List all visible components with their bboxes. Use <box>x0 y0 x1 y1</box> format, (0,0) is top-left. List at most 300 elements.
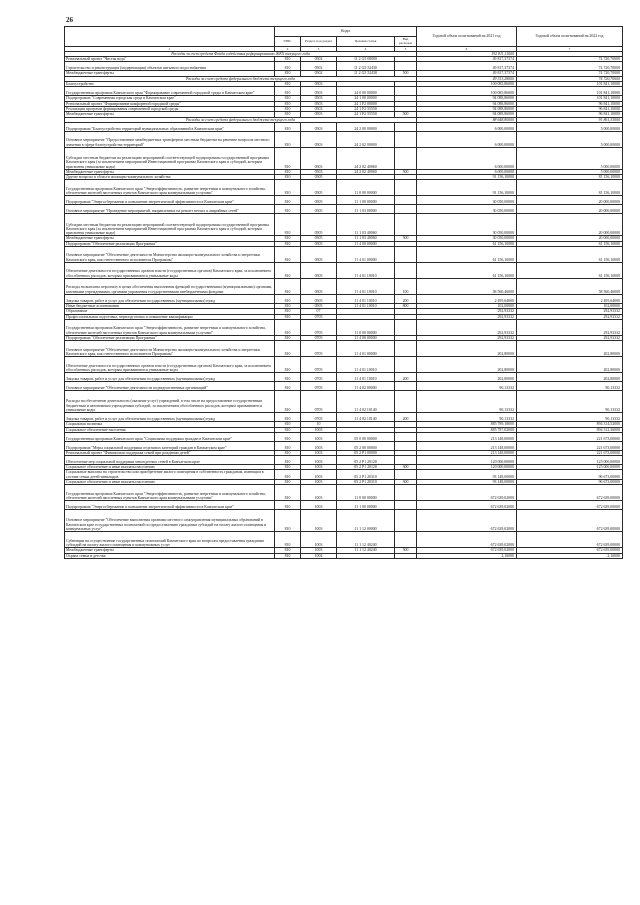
section-code: 1003 <box>301 427 337 432</box>
section-code: 0505 <box>301 175 337 180</box>
target-code: 11 1 00 00000 <box>337 196 395 205</box>
row-name: Социальные выплаты на строительство или приобретение жилого помещения в собственность гражданам, имеющим в составе семьи детей-инвалидов <box>65 470 275 480</box>
row-name: Субвенции на осуществление государственных полномочий Камчатского края по вопросам предоставления гражданам субсидий на оплату жилого помещения и коммунальных услуг <box>65 532 275 548</box>
section-code: 0705 <box>301 314 337 319</box>
table-row <box>65 470 623 480</box>
amount-2021: 192 811,11000 <box>417 51 517 56</box>
target-code: 24 1 F2 55550 <box>337 112 395 117</box>
target-code: 05 2 P1 20120 <box>337 465 395 470</box>
grbs-code: 810 <box>275 112 301 117</box>
amount-2022: 5 000,00000 <box>517 169 623 174</box>
section-code: 0505 <box>301 279 337 295</box>
amount-2022: 81 156,10000 <box>517 175 623 180</box>
amount-2022: 292,93332 <box>517 314 623 319</box>
row-name: Образование <box>65 309 275 314</box>
section-code: 0505 <box>301 263 337 279</box>
grbs-code: 810 <box>275 205 301 214</box>
expense-type-code <box>395 501 417 510</box>
amount-2021: 213 148,00000 <box>417 432 517 441</box>
amount-2021: 88 648,80000 <box>417 117 517 122</box>
expense-type-code <box>395 247 417 263</box>
amount-2022: 20 000,00000 <box>517 236 623 241</box>
table-body <box>65 51 623 558</box>
grbs-code: 810 <box>275 501 301 510</box>
expense-type-code: 200 <box>395 373 417 382</box>
grbs-code: 810 <box>275 432 301 441</box>
section-code: 10 <box>301 422 337 427</box>
row-name: Субсидии местным бюджетам на реализацию мероприятий соответствующей подпрограммы государственной программы Камчатского края (за исключением мероприятий Инвестиционной программы Камчатского края и субсидий, которым присвоены уникальные коды) <box>65 214 275 236</box>
section-code: 0503 <box>301 169 337 174</box>
row-name: Субсидии местным бюджетам на реализацию мероприятий соответствующей подпрограммы государственной программы Камчатского края (за исключением мероприятий Инвестиционной программы Камчатского края и субсидий, которым присвоены уникальные коды) <box>65 147 275 169</box>
amount-2022: 74 720,70000 <box>517 62 623 71</box>
amount-2022: 672 639,00000 <box>517 501 623 510</box>
grbs-code: 810 <box>275 214 301 236</box>
row-name: Обеспечение деятельности государственных органов власти (государственных органов) Камчатского края, за исключением обособленных расходов, которым присваиваются уникальные коды <box>65 263 275 279</box>
amount-2021: 213 148,00000 <box>417 450 517 455</box>
target-code: 11 4 01 00000 <box>337 247 395 263</box>
row-name: Благоустройство <box>65 82 275 87</box>
target-code: 11 0 00 00000 <box>337 180 395 196</box>
col-index: 7 <box>517 46 623 51</box>
expense-type-code <box>395 62 417 71</box>
amount-2022: 672 639,00000 <box>517 510 623 532</box>
expense-type-code: 200 <box>395 295 417 304</box>
amount-2022: 90,13332 <box>517 391 623 413</box>
grbs-code: 810 <box>275 180 301 196</box>
table-row <box>65 295 623 304</box>
amount-2021: 94 088,86000 <box>417 96 517 101</box>
expense-type-code <box>395 196 417 205</box>
table-row <box>65 279 623 295</box>
target-code: 24 2 02 40060 <box>337 147 395 169</box>
amount-2022: 202,80000 <box>517 373 623 382</box>
amount-2021: 58 560,46000 <box>417 279 517 295</box>
table-row <box>65 62 623 71</box>
amount-2021: 672 639,02000 <box>417 548 517 553</box>
target-code: 11 0 00 00000 <box>337 319 395 335</box>
amount-2021: 2,16000 <box>417 553 517 558</box>
section-code: 0505 <box>301 180 337 196</box>
row-name: Региональный проект "Финансовая поддержка семей при рождении детей" <box>65 450 275 455</box>
amount-2021: 672 639,02000 <box>417 485 517 501</box>
amount-2021: 30 050,00000 <box>417 214 517 236</box>
section-code: 0705 <box>301 335 337 340</box>
section-code: 1003 <box>301 501 337 510</box>
amount-2022: 5 000,00000 <box>517 147 623 169</box>
row-name: Государственная программа Камчатского края "Энергоэффективность, развитие энергетики и коммунального хозяйства, обеспечение жителей населенных пунктов Камчатского края коммунальными услугами" <box>65 319 275 335</box>
table-row <box>65 87 623 96</box>
amount-2022: 96 673,00000 <box>517 470 623 480</box>
target-code: 11 2 G5 00000 <box>337 57 395 62</box>
grbs-code: 810 <box>275 391 301 413</box>
row-name: Подпрограмма "Современная городская среда в Камчатском крае" <box>65 96 275 101</box>
grbs-code: 810 <box>275 553 301 558</box>
section-code: 0503 <box>301 101 337 106</box>
amount-2021: 30 050,00000 <box>417 236 517 241</box>
grbs-code: 810 <box>275 357 301 373</box>
expense-type-code: 500 <box>395 71 417 76</box>
amount-2021: 30 050,00000 <box>417 205 517 214</box>
expense-type-code <box>395 441 417 450</box>
section-code: 1003 <box>301 485 337 501</box>
grbs-code: 810 <box>275 62 301 71</box>
amount-2021: 885 787,02000 <box>417 427 517 432</box>
grbs-code: 810 <box>275 382 301 391</box>
row-name: Межбюджетные трансферты <box>65 169 275 174</box>
row-name: Региональный проект "Чистая вода" <box>65 57 275 62</box>
amount-2021: 91 156,10000 <box>417 175 517 180</box>
grbs-code: 810 <box>275 106 301 111</box>
table-row <box>65 382 623 391</box>
amount-2021: 61 156,10000 <box>417 247 517 263</box>
section-code: 1003 <box>301 480 337 485</box>
target-code: 24 1 F2 00000 <box>337 101 395 106</box>
amount-2021: 6 000,00000 <box>417 147 517 169</box>
expense-type-code <box>395 263 417 279</box>
amount-2022: 61 156,10000 <box>517 241 623 246</box>
amount-2022: 58 560,46000 <box>517 279 623 295</box>
grbs-code: 810 <box>275 101 301 106</box>
amount-2022: 5 000,00000 <box>517 122 623 131</box>
amount-2021: 292,93332 <box>417 319 517 335</box>
grbs-code: 810 <box>275 532 301 548</box>
amount-2022: 672 639,00000 <box>517 532 623 548</box>
section-code: 07 <box>301 309 337 314</box>
section-code: 0705 <box>301 373 337 382</box>
row-name: Реализация программ формирования современной городской среды <box>65 106 275 111</box>
table-row <box>65 373 623 382</box>
section-note: Расходы за счет средств Фонда содействия реформированию ЖКХ текущего года <box>65 51 417 56</box>
grbs-code: 810 <box>275 480 301 485</box>
expense-type-code: 300 <box>395 465 417 470</box>
grbs-code: 810 <box>275 71 301 76</box>
grbs-code: 810 <box>275 147 301 169</box>
section-code: 0503 <box>301 106 337 111</box>
amount-2022: 101 841,10000 <box>517 87 623 96</box>
table-row <box>65 180 623 196</box>
row-name: Обеспечение деятельности государственных органов власти (государственных органов) Камчатского края, за исключением обособленных расходов, которым присваиваются уникальные коды <box>65 357 275 373</box>
expense-type-code: 300 <box>395 480 417 485</box>
row-name: Подпрограмма "Энергосбережение и повышение энергетической эффективности в Камчатском крае" <box>65 501 275 510</box>
row-name: Основное мероприятие "Предоставление межбюджетных трансфертов местным бюджетам на решение вопросов местного значения в сфере благоустройства территорий" <box>65 131 275 147</box>
target-code: 11 2 G5 52430 <box>337 62 395 71</box>
target-code: 11 1 12 00000 <box>337 510 395 532</box>
col-index: 3 <box>301 46 337 51</box>
grbs-code: 810 <box>275 427 301 432</box>
row-name: Профессиональная подготовка, переподготовка и повышение квалификации <box>65 314 275 319</box>
amount-2022: 292,93332 <box>517 319 623 335</box>
amount-2022: 91 861,33000 <box>517 117 623 122</box>
table-row <box>65 196 623 205</box>
amount-2022: 5 000,00000 <box>517 131 623 147</box>
row-name: Подпрограмма "Энергосбережение и повышение энергетической эффективности в Камчатском крае" <box>65 196 275 205</box>
amount-2021: 202,80000 <box>417 373 517 382</box>
amount-2022: 96 841,10000 <box>517 101 623 106</box>
amount-2022: 894 312,36000 <box>517 427 623 432</box>
amount-2022: 61 156,10000 <box>517 247 623 263</box>
row-name: Иные бюджетные ассигнования <box>65 304 275 309</box>
row-name: Основное мероприятие "Обеспечение выполнения органами местного самоуправления муниципальных образований в Камчатском крае государственных полномочий по предоставлению гражданам субсидий на оплату жилого помещения и коммунальных услуг" <box>65 510 275 532</box>
amount-2021: 213 148,00000 <box>417 441 517 450</box>
expense-type-code <box>395 180 417 196</box>
amount-2021: 6 000,00000 <box>417 122 517 131</box>
header-codes: Коды <box>275 27 417 37</box>
expense-type-code <box>395 510 417 532</box>
amount-2022: 90,13332 <box>517 413 623 422</box>
grbs-code: 810 <box>275 196 301 205</box>
col-index: 2 <box>275 46 301 51</box>
expense-type-code <box>395 485 417 501</box>
amount-2022: 125 000,00000 <box>517 456 623 465</box>
amount-2021: 90,13332 <box>417 391 517 413</box>
section-code: 0705 <box>301 319 337 335</box>
expense-type-code <box>395 456 417 465</box>
header-vr: Вид расходов <box>395 37 417 47</box>
table-row <box>65 510 623 532</box>
amount-2022: 292,93332 <box>517 309 623 314</box>
expense-type-code <box>395 122 417 131</box>
table-row <box>65 214 623 236</box>
grbs-code: 810 <box>275 175 301 180</box>
row-name: Социальная политика <box>65 422 275 427</box>
amount-2022: 20 000,00000 <box>517 205 623 214</box>
section-code: 0502 <box>301 62 337 71</box>
amount-2022: 81 156,10000 <box>517 180 623 196</box>
target-code: 11 4 01 10010 <box>337 263 395 279</box>
section-code: 0505 <box>301 236 337 241</box>
expense-type-code <box>395 432 417 441</box>
grbs-code: 810 <box>275 131 301 147</box>
target-code: 11 1 03 00000 <box>337 205 395 214</box>
section-code: 1003 <box>301 510 337 532</box>
section-code: 0705 <box>301 391 337 413</box>
section-code: 1003 <box>301 456 337 465</box>
header-2022: Годовой объем ассигнований на 2022 год <box>517 27 623 47</box>
amount-2022: 202,80000 <box>517 357 623 373</box>
amount-2022: 20 000,00000 <box>517 196 623 205</box>
amount-2021: 61 156,10000 <box>417 263 517 279</box>
table-row <box>65 413 623 422</box>
target-code: 11 4 01 10010 <box>337 357 395 373</box>
row-name: Подпрограмма "Благоустройство территорий муниципальных образований в Камчатском крае" <box>65 122 275 131</box>
table-row <box>65 357 623 373</box>
amount-2021: 49 817,37374 <box>417 62 517 71</box>
amount-2021: 885 789,18000 <box>417 422 517 427</box>
grbs-code: 810 <box>275 373 301 382</box>
amount-2021: 672 639,02000 <box>417 510 517 532</box>
grbs-code: 810 <box>275 441 301 450</box>
section-code: 0505 <box>301 205 337 214</box>
table-row <box>65 432 623 441</box>
col-index: 1 <box>65 46 275 51</box>
amount-2022: 2,16000 <box>517 553 623 558</box>
amount-2022: 101 841,10000 <box>517 96 623 101</box>
amount-2021: 100 085,86000 <box>417 87 517 96</box>
amount-2021: 61 156,10000 <box>417 241 517 246</box>
table-row <box>65 441 623 450</box>
section-code: 0705 <box>301 357 337 373</box>
row-name: Государственная программа Камчатского края "Энергоэффективность, развитие энергетики и коммунального хозяйства, обеспечение жителей населенных пунктов Камчатского края коммунальными услугами" <box>65 180 275 196</box>
table-row <box>65 147 623 169</box>
expense-type-code: 500 <box>395 112 417 117</box>
target-code: 11 4 02 00000 <box>337 382 395 391</box>
row-name: Социальное обеспечение населения <box>65 427 275 432</box>
row-name: Закупка товаров, работ и услуг для обеспечения государственных (муниципальных) нужд <box>65 373 275 382</box>
section-code: 0503 <box>301 131 337 147</box>
header-name <box>65 27 275 47</box>
row-name: Основное мероприятие "Обеспечение деятельности Министерства жилищно-коммунального хозяйства и энергетики Камчатского края, как ответственного исполнителя Программы" <box>65 341 275 357</box>
amount-2021: 100 085,86000 <box>417 82 517 87</box>
amount-2021: 30 050,00000 <box>417 196 517 205</box>
row-name: Социальное обеспечение и иные выплаты населению <box>65 480 275 485</box>
amount-2021: 94 088,86000 <box>417 112 517 117</box>
amount-2021: 90,13332 <box>417 382 517 391</box>
amount-2022: 20 000,00000 <box>517 214 623 236</box>
section-code: 1003 <box>301 470 337 480</box>
amount-2021: 202,80000 <box>417 341 517 357</box>
row-name: Строительство и реконструкция (модернизация) объектов питьевого водоснабжения <box>65 62 275 71</box>
target-code: 11 4 02 10140 <box>337 413 395 422</box>
amount-2021: 120 000,00000 <box>417 465 517 470</box>
expense-type-code <box>395 532 417 548</box>
row-name: Межбюджетные трансферты <box>65 112 275 117</box>
section-code: 0705 <box>301 341 337 357</box>
amount-2022: 74 720,70000 <box>517 71 623 76</box>
row-name: Расходы на обеспечение деятельности (оказание услуг) учреждений, в том числе на предоставление государственным бюджетным и автономным учреждениям субсидий, за исключением обособленных расходов, которым присваиваются уникальные коды <box>65 391 275 413</box>
expense-type-code <box>395 357 417 373</box>
grbs-code: 810 <box>275 470 301 480</box>
target-code: 11 4 01 10010 <box>337 373 395 382</box>
row-name: Социальное обеспечение и иные выплаты населению <box>65 465 275 470</box>
grbs-code: 810 <box>275 465 301 470</box>
header-row-top <box>65 27 623 37</box>
header-section: Раздел, под-раздел <box>301 37 337 47</box>
table-row <box>65 122 623 131</box>
expense-type-code <box>395 319 417 335</box>
amount-2021: 49 313,28000 <box>417 76 517 81</box>
table-row <box>65 391 623 413</box>
table-row <box>65 131 623 147</box>
col-index: 6 <box>417 46 517 51</box>
row-name: Подпрограмма "Меры социальной поддержки отдельных категорий граждан в Камчатском крае" <box>65 441 275 450</box>
target-code <box>337 553 395 558</box>
section-code: 0503 <box>301 112 337 117</box>
target-code: 11 1 03 40060 <box>337 236 395 241</box>
expense-type-code: 800 <box>395 304 417 309</box>
section-code: 0503 <box>301 87 337 96</box>
amount-2022: 894 314,52000 <box>517 422 623 427</box>
row-name: Региональный проект "Формирование комфортной городской среды" <box>65 101 275 106</box>
target-code: 24 2 02 40060 <box>337 169 395 174</box>
grbs-code: 810 <box>275 456 301 465</box>
target-code: 11 1 03 40060 <box>337 214 395 236</box>
grbs-code: 810 <box>275 263 301 279</box>
row-name: Подпрограмма "Обеспечение реализации Программы" <box>65 241 275 246</box>
row-name: Закупка товаров, работ и услуг для обеспечения государственных (муниципальных) нужд <box>65 413 275 422</box>
amount-2021: 91 156,10000 <box>417 180 517 196</box>
amount-2021: 672 639,02000 <box>417 501 517 510</box>
amount-2022: 61 156,10000 <box>517 263 623 279</box>
grbs-code: 810 <box>275 236 301 241</box>
grbs-code: 810 <box>275 304 301 309</box>
expense-type-code: 500 <box>395 236 417 241</box>
target-code: 11 4 00 00000 <box>337 241 395 246</box>
target-code: 05 2 P1 20120 <box>337 456 395 465</box>
amount-2021: 93 148,00000 <box>417 480 517 485</box>
amount-2022: 74 720,70000 <box>517 57 623 62</box>
grbs-code: 810 <box>275 122 301 131</box>
row-name: Расходы на выплаты персоналу в целях обеспечения выполнения функций государственными (муниципальными) органами, казенными учреждениями, органами управления государственными внебюджетными фондами <box>65 279 275 295</box>
expense-type-code: 200 <box>395 413 417 422</box>
target-code: 11 4 01 10010 <box>337 295 395 304</box>
target-code: 05 2 P1 00000 <box>337 450 395 455</box>
section-code: 0502 <box>301 71 337 76</box>
row-name: Подпрограмма "Обеспечение реализации Программы" <box>65 335 275 340</box>
amount-2021: 93 148,00000 <box>417 470 517 480</box>
section-note: Расходы за счет средств федерального бюджета текущего года <box>65 76 417 81</box>
section-code: 0505 <box>301 295 337 304</box>
section-code: 0505 <box>301 214 337 236</box>
target-code: 11 4 01 10010 <box>337 279 395 295</box>
section-code: 0505 <box>301 304 337 309</box>
table-row <box>65 532 623 548</box>
grbs-code: 810 <box>275 279 301 295</box>
grbs-code: 810 <box>275 87 301 96</box>
amount-2021: 120 000,00000 <box>417 456 517 465</box>
amount-2021: 292,93332 <box>417 314 517 319</box>
target-code: 11 0 00 00000 <box>337 485 395 501</box>
expense-type-code: 100 <box>395 279 417 295</box>
row-name: Государственная программа Камчатского края "Энергоэффективность, развитие энергетики и коммунального хозяйства, обеспечение жителей населенных пунктов Камчатского края коммунальными услугами" <box>65 485 275 501</box>
amount-2021: 49 817,37374 <box>417 57 517 62</box>
amount-2022: 96 673,00000 <box>517 480 623 485</box>
amount-2021: 2 495,64000 <box>417 295 517 304</box>
grbs-code: 810 <box>275 247 301 263</box>
amount-2021: 94 088,86000 <box>417 106 517 111</box>
section-code: 1004 <box>301 553 337 558</box>
target-code: 24 2 00 00000 <box>337 122 395 131</box>
section-code: 0705 <box>301 413 337 422</box>
table-row <box>65 456 623 465</box>
target-code: 11 4 02 10140 <box>337 391 395 413</box>
section-code: 0503 <box>301 147 337 169</box>
target-code: 11 1 12 40240 <box>337 532 395 548</box>
row-name: Государственная программа Камчатского края "Социальная поддержка граждан в Камчатском крае" <box>65 432 275 441</box>
grbs-code: 810 <box>275 96 301 101</box>
grbs-code: 810 <box>275 295 301 304</box>
section-code: 0505 <box>301 196 337 205</box>
table-row <box>65 263 623 279</box>
expense-type-code <box>395 341 417 357</box>
page-number: 26 <box>66 16 73 24</box>
amount-2021: 6 000,00000 <box>417 169 517 174</box>
grbs-code: 810 <box>275 169 301 174</box>
row-name: Государственная программа Камчатского края "Формирование современной городской среды в Камчатском крае" <box>65 87 275 96</box>
grbs-code: 810 <box>275 341 301 357</box>
amount-2021: 292,93332 <box>417 309 517 314</box>
grbs-code: 810 <box>275 82 301 87</box>
grbs-code: 810 <box>275 335 301 340</box>
amount-2022: 101 841,10000 <box>517 82 623 87</box>
row-name: Межбюджетные трансферты <box>65 236 275 241</box>
amount-2021: 49 817,37374 <box>417 71 517 76</box>
amount-2022: 672 639,00000 <box>517 485 623 501</box>
amount-2022: 90,13332 <box>517 382 623 391</box>
amount-2022: 74 720,70000 <box>517 76 623 81</box>
section-code: 0502 <box>301 57 337 62</box>
grbs-code: 810 <box>275 319 301 335</box>
target-code: 24 0 00 00000 <box>337 87 395 96</box>
